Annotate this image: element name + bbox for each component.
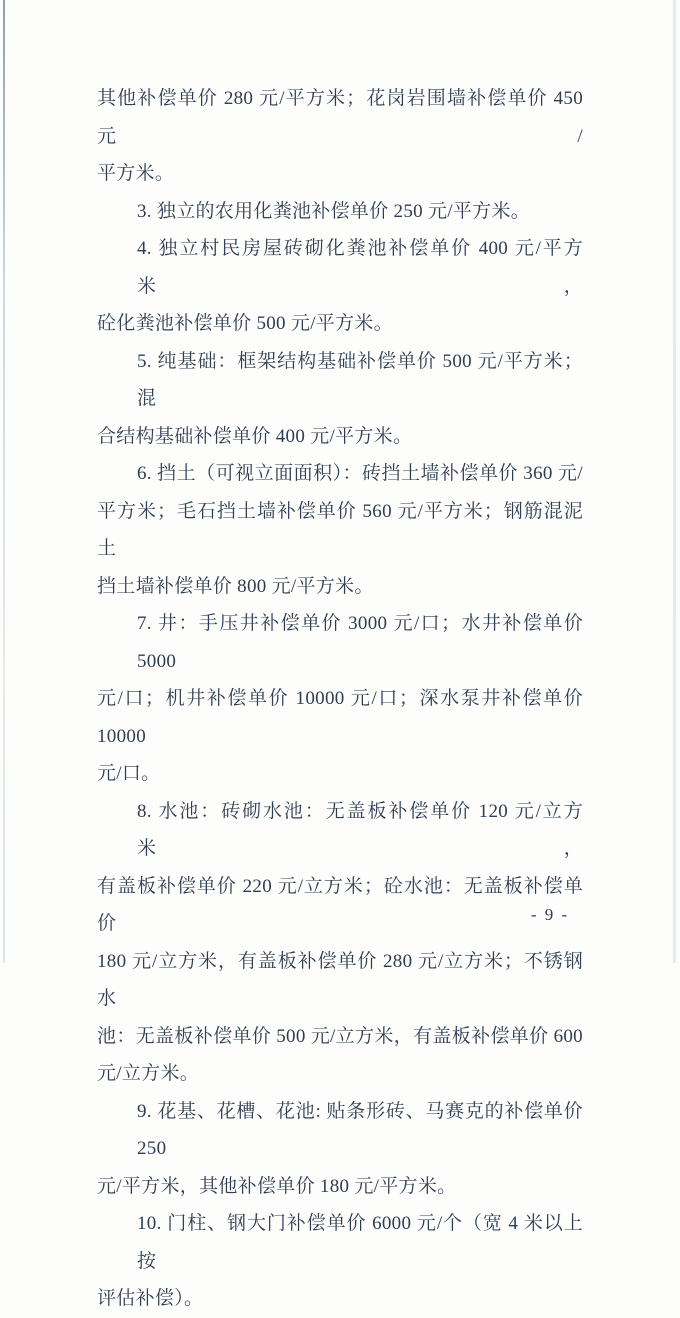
page-left-edge-line: [3, 0, 5, 963]
text-line: 平方米。: [97, 163, 175, 184]
text-line: 评估补偿）。: [97, 1288, 204, 1309]
text-line: 合结构基础补偿单价 400 元/平方米。: [97, 425, 413, 447]
text-line: 9. 花基、花槽、花池: 贴条形砖、马赛克的补偿单价 250: [137, 1100, 583, 1159]
page-right-edge-line: [673, 0, 676, 963]
text-line: 有盖板补偿单价 220 元/立方米；砼水池：无盖板补偿单价: [97, 875, 583, 934]
text-line: 元/立方米。: [97, 1063, 200, 1084]
text-line: 6. 挡土（可视立面面积）：砖挡土墙补偿单价 360 元/: [137, 463, 583, 484]
text-line: 元/口。: [97, 763, 161, 784]
text-line: 元/平方米，其他补偿单价 180 元/平方米。: [97, 1175, 457, 1197]
text-line: 元/口；机井补偿单价 10000 元/口；深水泵井补偿单价 10000: [97, 688, 583, 747]
text-line: 平方米；毛石挡土墙补偿单价 560 元/平方米；钢筋混泥土: [97, 500, 583, 559]
page-number: - 9 -: [530, 905, 570, 924]
text-line: 7. 井：手压井补偿单价 3000 元/口；水井补偿单价 5000: [137, 613, 583, 672]
text-line: 挡土墙补偿单价 800 元/平方米。: [97, 575, 374, 597]
text-line: 5. 纯基础：框架结构基础补偿单价 500 元/平方米；混: [137, 350, 583, 409]
body-text-block: [97, 80, 583, 1318]
text-line: 8. 水池：砖砌水池：无盖板补偿单价 120 元/立方米，: [137, 800, 583, 859]
text-line: 4. 独立村民房屋砖砌化粪池补偿单价 400 元/平方米，: [137, 238, 583, 297]
text-line: 其他补偿单价 280 元/平方米；花岗岩围墙补偿单价 450 元/: [97, 88, 583, 147]
text-line: 3. 独立的农用化粪池补偿单价 250 元/平方米。: [137, 200, 531, 222]
text-line: 180 元/立方米，有盖板补偿单价 280 元/立方米；不锈钢水: [97, 950, 583, 1009]
text-line: 池：无盖板补偿单价 500 元/立方米，有盖板补偿单价 600: [97, 1025, 583, 1047]
text-line: 砼化粪池补偿单价 500 元/平方米。: [97, 313, 393, 334]
text-line: 10. 门柱、钢大门补偿单价 6000 元/个（宽 4 米以上按: [137, 1213, 583, 1272]
